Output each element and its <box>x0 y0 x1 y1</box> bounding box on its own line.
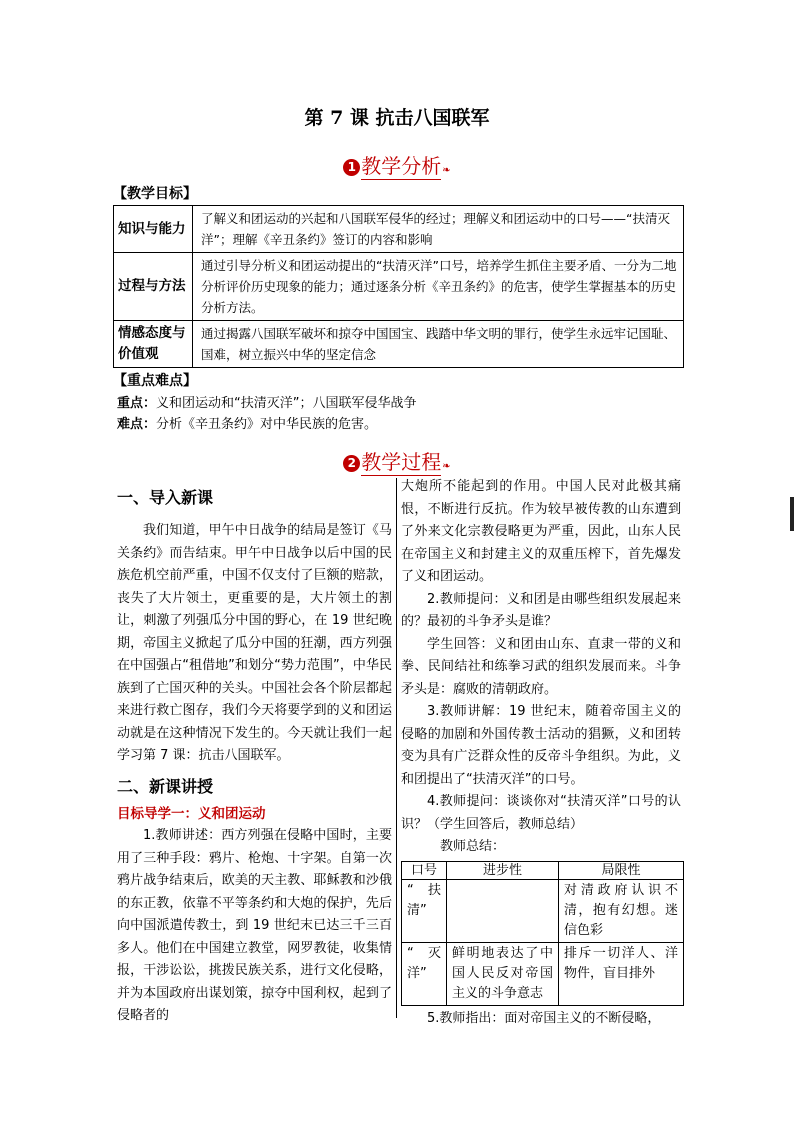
teaching-goals-table <box>113 205 684 368</box>
key-point-line <box>117 393 417 414</box>
table-row <box>114 206 684 253</box>
section-label: 教学过程 <box>361 450 442 474</box>
difficulty-line <box>117 414 377 435</box>
row-header: 过程与方法 <box>114 253 193 321</box>
teacher-point: 5.教师指出：面对帝国主义的不断侵略， <box>427 1010 661 1026</box>
column-header: 口号 <box>402 861 447 879</box>
table-row <box>402 879 684 942</box>
column-header: 局限性 <box>559 861 684 879</box>
table-cell: “灭洋” <box>402 942 447 1005</box>
paragraph: 大炮所不能起到的作用。中国人民对此极其痛恨，不断进行反抗。作为较早被传教的山东遭到了外来文化宗教侵略更为严重，因此，山东人民在帝国主义和封建主义的双重压榨下，首先爆发了义和团运动。 <box>401 479 681 584</box>
intro-paragraph: 我们知道，甲午中日战争的结局是签订《马关条约》而告结束。甲午中日战争以后中国的民族危机空前严重，中国不仅支付了巨额的赔款，丧失了大片领土，更重要的是，大片领土的割让，刺激了列强瓜分中国的野心，在 19 世纪晚期，帝国主义掀起了瓜分中国的狂潮，西方列强在中国强占“租借地”和划分“势力范围”，中华民族到了亡国灭种的关头。中国社会各个阶层都起来进行救亡图存，我们今天将要学到的义和团运动就是在这种情况下发生的。今天就让我们一起学习第 7 课：抗击八国联军。 <box>117 523 392 763</box>
table-row <box>114 321 684 368</box>
table-cell <box>447 879 559 942</box>
table-cell: “扶清” <box>402 879 447 942</box>
section-heading-process <box>0 446 794 475</box>
heading-new-lesson: 二、新课讲授 <box>117 776 214 796</box>
table-cell: 对清政府认识不清，抱有幻想。迷信色彩 <box>559 879 684 942</box>
teacher-explanation: 3.教师讲解：19 世纪末，随着帝国主义的侵略的加剧和外国传教士活动的猖獗，义和团转变为具有广泛群众性的反帝斗争组织。为此，义和团提出了“扶清灭洋”的口号。 <box>401 704 681 787</box>
teacher-question: 2.教师提问：义和团是由哪些组织发展起来的？最初的斗争矛头是谁？ <box>401 591 681 629</box>
row-header: 知识与能力 <box>114 206 193 253</box>
keypoints-heading: 【重点难点】 <box>113 373 197 389</box>
difficulty-text: 分析《辛丑条约》对中华民族的危害。 <box>156 417 378 432</box>
student-answer: 学生回答：义和团由山东、直隶一带的义和拳、民间结社和练拳习武的组织发展而来。斗争矛头是：腐败的清朝政府。 <box>401 636 681 697</box>
section-label: 教学分析 <box>361 154 442 178</box>
row-text: 了解义和团运动的兴起和八国联军侵华的经过；理解义和团运动中的口号——“扶清灭洋”；理解《辛丑条约》签订的内容和影响 <box>201 211 670 247</box>
lecture-paragraph: 1.教师讲述：西方列强在侵略中国时，主要用了三种手段：鸦片、枪炮、十字架。自第一次鸦片战争结束后，欧美的天主教、耶稣教和沙俄的东正教，依靠不平等条约和大炮的保护，先后向中国派遣传教士，到 19 世纪末已达三千三百多人。他们在中国建立教堂，网罗教徒，收集情报，干涉讼讼，挑拨民族关系，进行文化侵略，并为本国政府出谋划策，掠夺中国利权，起到了侵略者的 <box>117 828 392 1023</box>
left-column <box>117 520 392 1028</box>
column-divider <box>396 478 397 1018</box>
difficulty-label: 难点： <box>117 417 157 432</box>
number-badge: 1 <box>343 159 360 176</box>
table-row <box>114 253 684 321</box>
goals-heading: 【教学目标】 <box>113 186 197 202</box>
page-title: 第 7 课 抗击八国联军 <box>304 107 490 129</box>
teacher-summary-label: 教师总结： <box>440 839 506 854</box>
leaf-decoration-icon: ❧ <box>442 461 451 472</box>
teacher-question: 4.教师提问：谈谈你对“扶清灭洋”口号的认识？（学生回答后，教师总结） <box>401 794 681 832</box>
key-label: 重点： <box>117 396 157 411</box>
row-content <box>193 206 684 253</box>
goal-heading-1: 目标导学一：义和团运动 <box>117 805 266 822</box>
row-content: 通过揭露八国联军破坏和掠夺中国国宝、践踏中华文明的罪行，使学生永远牢记国耻、国难，树立振兴中华的坚定信念 <box>193 321 684 368</box>
column-header: 进步性 <box>447 861 559 879</box>
table-cell: 排斥一切洋人、洋物件，盲目排外 <box>559 942 684 1005</box>
slogan-comparison-table <box>401 861 684 1006</box>
row-header: 情感态度与价值观 <box>114 321 193 368</box>
table-row <box>402 942 684 1005</box>
edge-mark <box>790 497 794 531</box>
section-heading-analysis <box>0 150 794 179</box>
right-column <box>401 476 681 1030</box>
number-badge: 2 <box>343 455 360 472</box>
heading-intro: 一、导入新课 <box>117 488 214 507</box>
leaf-decoration-icon: ❧ <box>442 165 451 176</box>
key-text: 义和团运动和“扶清灭洋”；八国联军侵华战争 <box>156 396 417 411</box>
row-content: 通过引导分析义和团运动提出的“扶清灭洋”口号，培养学生抓住主要矛盾、一分为二地分析评价历史现象的能力；通过逐条分析《辛丑条约》的危害，使学生掌握基本的历史分析方法。 <box>193 253 684 321</box>
table-cell: 鲜明地表达了中国人民反对帝国主义的斗争意志 <box>447 942 559 1005</box>
table-header-row <box>402 861 684 879</box>
